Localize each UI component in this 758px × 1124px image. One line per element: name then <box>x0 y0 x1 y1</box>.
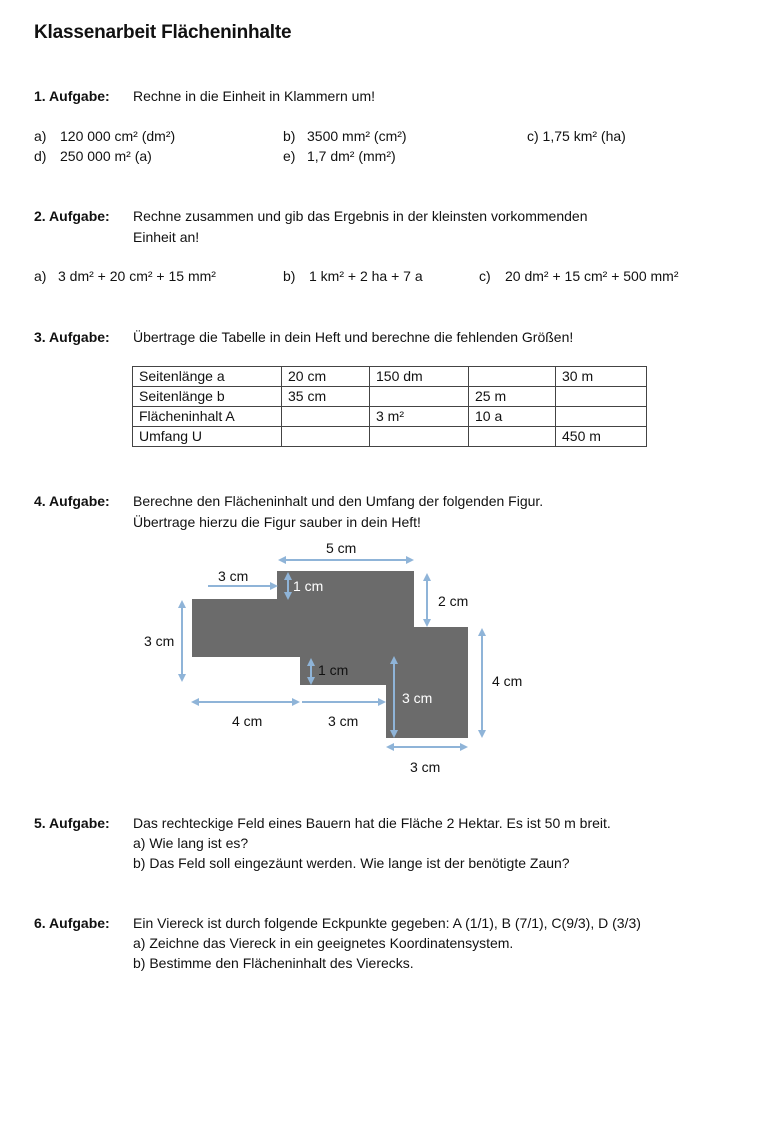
task5-label: 5. Aufgabe: <box>34 815 110 831</box>
table-cell: 10 a <box>469 407 556 427</box>
label-right-step-height: 2 cm <box>438 593 469 609</box>
task1-d-id: d) <box>34 148 47 164</box>
table-cell: Umfang U <box>133 427 282 447</box>
task2-label: 2. Aufgabe: <box>34 208 110 224</box>
task2-c-expr: 20 dm² + 15 cm² + 500 mm² <box>505 268 679 284</box>
task3-label: 3. Aufgabe: <box>34 329 110 345</box>
table-cell: Flächeninhalt A <box>133 407 282 427</box>
label-left-notch-width: 3 cm <box>218 568 249 584</box>
label-bottom-right-width: 3 cm <box>410 759 441 775</box>
task5-line2: a) Wie lang ist es? <box>133 835 249 851</box>
task2-b-expr: 1 km² + 2 ha + 7 a <box>309 268 423 284</box>
task4-instruction-line1: Berechne den Flächeninhalt und den Umfang der folgenden Figur. <box>133 493 544 509</box>
label-top-width: 5 cm <box>326 540 357 556</box>
label-left-height: 3 cm <box>144 633 175 649</box>
task6-line3: b) Bestimme den Flächeninhalt des Vierecks. <box>133 955 414 971</box>
task2-a-id: a) <box>34 268 47 284</box>
table-cell: 150 dm <box>370 367 469 387</box>
task2-instruction-line1: Rechne zusammen und gib das Ergebnis in der kleinsten vorkommenden <box>133 208 588 224</box>
page-title: Klassenarbeit Flächeninhalte <box>34 22 292 43</box>
task1-e-expr: 1,7 dm² (mm²) <box>307 148 396 164</box>
task1-b-id: b) <box>283 128 296 144</box>
label-inner-height: 3 cm <box>402 690 433 706</box>
task2-instruction-line2: Einheit an! <box>133 229 200 245</box>
task4-instruction-line2: Übertrage hierzu die Figur sauber in dein Heft! <box>133 514 421 530</box>
table-cell: 450 m <box>556 427 647 447</box>
task5-line3: b) Das Feld soll eingezäunt werden. Wie lange ist der benötigte Zaun? <box>133 855 570 871</box>
table-cell: 25 m <box>469 387 556 407</box>
task1-label: 1. Aufgabe: <box>34 88 110 104</box>
task1-b-expr: 3500 mm² (cm²) <box>307 128 407 144</box>
task1-d-expr: 250 000 m² (a) <box>60 148 152 164</box>
task6-label: 6. Aufgabe: <box>34 915 110 931</box>
task6-line2: a) Zeichne das Viereck in ein geeignetes Koordinatensystem. <box>133 935 514 951</box>
table-cell: 30 m <box>556 367 647 387</box>
task2-c-id: c) <box>479 268 491 284</box>
task2-b-id: b) <box>283 268 296 284</box>
task1-a-expr: 120 000 cm² (dm²) <box>60 128 176 144</box>
task1-a-id: a) <box>34 128 47 144</box>
label-bottom-mid-width: 3 cm <box>328 713 359 729</box>
label-bottom-notch-depth: 1 cm <box>318 662 349 678</box>
table-cell: 20 cm <box>282 367 370 387</box>
task4-label: 4. Aufgabe: <box>34 493 110 509</box>
table-cell: 3 m² <box>370 407 469 427</box>
task1-instruction: Rechne in die Einheit in Klammern um! <box>133 88 376 104</box>
label-right-height: 4 cm <box>492 673 523 689</box>
task3-instruction: Übertrage die Tabelle in dein Heft und berechne die fehlenden Größen! <box>133 329 574 345</box>
table-cell: Seitenlänge b <box>133 387 282 407</box>
table-cell: 35 cm <box>282 387 370 407</box>
task1-e-id: e) <box>283 148 296 164</box>
task2-a-expr: 3 dm² + 20 cm² + 15 mm² <box>58 268 216 284</box>
table-cell: Seitenlänge a <box>133 367 282 387</box>
task6-line1: Ein Viereck ist durch folgende Eckpunkte gegeben: A (1/1), B (7/1), C(9/3), D (3/3) <box>133 915 641 931</box>
label-bottom-left-width: 4 cm <box>232 713 263 729</box>
task5-line1: Das rechteckige Feld eines Bauern hat die Fläche 2 Hektar. Es ist 50 m breit. <box>133 815 611 831</box>
label-notch-depth-top: 1 cm <box>293 578 324 594</box>
task1-c-expr: c) 1,75 km² (ha) <box>527 128 626 144</box>
